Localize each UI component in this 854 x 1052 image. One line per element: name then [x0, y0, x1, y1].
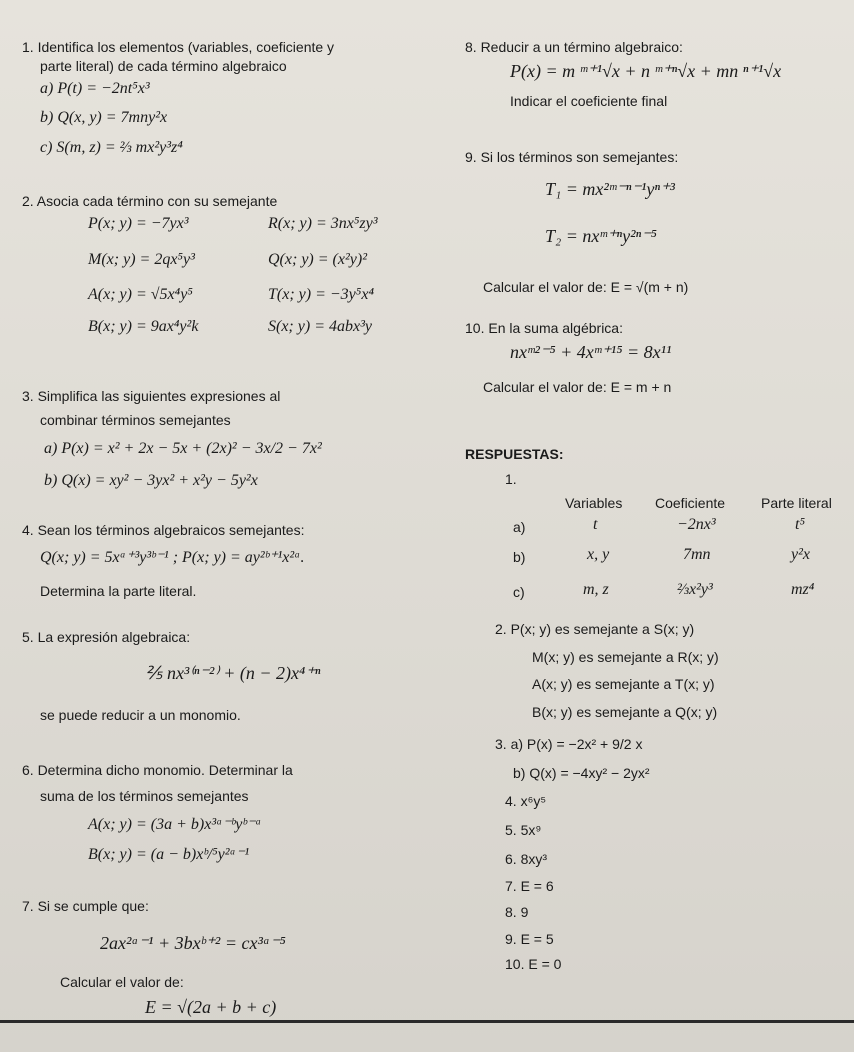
q9-text: Calcular el valor de: E = √(m + n) [483, 279, 689, 295]
q5-text: se puede reducir a un monomio. [40, 707, 241, 723]
answer-row-a-vars: t [593, 516, 598, 533]
q8-title: 8. Reducir a un término algebraico: [465, 39, 683, 55]
q2-title: 2. Asocia cada término con su semejante [22, 193, 278, 209]
answer-row-b-vars: x, y [587, 546, 610, 563]
q3-title-line2: combinar términos semejantes [40, 412, 231, 428]
answer-2-line1: 2. P(x; y) es semejante a S(x; y) [495, 621, 695, 637]
answer-row-b-label: b) [513, 549, 526, 565]
q6-a: A(x; y) = (3a + b)x³ᵃ⁻ᵇyᵇ⁻ᵃ [88, 816, 262, 833]
answer-header-parte-literal: Parte literal [761, 495, 832, 511]
q9-t2: T₂ = nxᵐ⁺ⁿy²ⁿ⁻⁵ [545, 226, 657, 246]
q2-row2-left: M(x; y) = 2qx⁵y³ [88, 251, 195, 268]
q2-row4-left: B(x; y) = 9ax⁴y²k [88, 318, 199, 335]
answer-row-c-coef: ⅔x²y³ [677, 581, 713, 598]
answer-5: 5. 5x⁹ [505, 822, 542, 838]
q2-row1-right: R(x; y) = 3nx⁵zy³ [268, 215, 378, 232]
answer-row-c-lit: mz⁴ [791, 581, 815, 598]
answer-1-label: 1. [505, 471, 517, 487]
answer-header-variables: Variables [565, 495, 623, 511]
answer-2-line3: A(x; y) es semejante a T(x; y) [532, 676, 715, 692]
answer-row-a-label: a) [513, 519, 526, 535]
q2-row3-left: A(x; y) = √5x⁴y⁵ [88, 286, 193, 303]
q8-text: Indicar el coeficiente final [510, 93, 668, 109]
q2-row4-right: S(x; y) = 4abx³y [268, 318, 372, 335]
q5-expr: ⅖ nx³⁽ⁿ⁻²⁾ + (n − 2)x⁴⁺ⁿ [145, 663, 321, 683]
q5-title: 5. La expresión algebraica: [22, 629, 191, 645]
q10-text: Calcular el valor de: E = m + n [483, 379, 672, 395]
q6-text: suma de los términos semejantes [40, 788, 249, 804]
answer-3a: 3. a) P(x) = −2x² + 9/2 x [495, 736, 643, 752]
q1-c: c) S(m, z) = ⅔ mx²y³z⁴ [40, 139, 183, 156]
q1-title-line1: 1. Identifica los elementos (variables, coeficiente y [22, 39, 335, 55]
q1-b: b) Q(x, y) = 7mny²x [40, 109, 168, 126]
answer-8: 8. 9 [505, 904, 529, 920]
q6-title: 6. Determina dicho monomio. Determinar la [22, 762, 293, 778]
q1-title-line2: parte literal) de cada término algebraico [40, 58, 287, 74]
q2-row1-left: P(x; y) = −7yx³ [88, 215, 189, 232]
q4-title: 4. Sean los términos algebraicos semejantes: [22, 522, 305, 538]
q8-expr: P(x) = m ᵐ⁺¹√x + n ᵐ⁺ⁿ√x + mn ⁿ⁺¹√x [510, 61, 782, 81]
q10-title: 10. En la suma algébrica: [465, 320, 623, 336]
answers-title: RESPUESTAS: [465, 446, 564, 462]
q2-row2-right: Q(x; y) = (x²y)² [268, 251, 367, 268]
answer-header-coeficiente: Coeficiente [655, 495, 726, 511]
q4-text: Determina la parte literal. [40, 583, 197, 599]
answer-row-c-label: c) [513, 584, 525, 600]
answer-3b: b) Q(x) = −4xy² − 2yx² [513, 765, 650, 781]
q3-title-line1: 3. Simplifica las siguientes expresiones al [22, 388, 281, 404]
answer-row-c-vars: m, z [583, 581, 609, 598]
answer-7: 7. E = 6 [505, 878, 554, 894]
q7-e: E = √(2a + b + c) [145, 997, 277, 1017]
q3-b: b) Q(x) = xy² − 3yx² + x²y − 5y²x [44, 472, 258, 489]
q2-row3-right: T(x; y) = −3y⁵x⁴ [268, 286, 375, 303]
q3-a: a) P(x) = x² + 2x − 5x + (2x)² − 3x/2 − 7x² [44, 440, 322, 457]
answer-6: 6. 8xy³ [505, 851, 548, 867]
answer-row-a-lit: t⁵ [795, 516, 806, 533]
answer-row-a-coef: −2nx³ [677, 516, 716, 533]
answer-9: 9. E = 5 [505, 931, 554, 947]
q6-b: B(x; y) = (a − b)xᵇ/⁵y²ᵃ⁻¹ [88, 846, 250, 863]
answer-2-line4: B(x; y) es semejante a Q(x; y) [532, 704, 718, 720]
answer-4: 4. x⁶y⁵ [505, 793, 547, 809]
page-bottom-rule [0, 1020, 854, 1023]
answer-10: 10. E = 0 [505, 956, 562, 972]
q4-expr: Q(x; y) = 5xᵃ⁺³y³ᵇ⁻¹ ; P(x; y) = ay²ᵇ⁺¹x²ᵃ. [40, 549, 305, 566]
answer-2-line2: M(x; y) es semejante a R(x; y) [532, 649, 719, 665]
q7-text: Calcular el valor de: [60, 974, 184, 990]
q1-a: a) P(t) = −2nt⁵x³ [40, 80, 150, 97]
q9-t1: T₁ = mx²ᵐ⁻ⁿ⁻¹yⁿ⁺³ [545, 179, 675, 199]
answer-row-b-coef: 7mn [683, 546, 711, 563]
answer-row-b-lit: y²x [791, 546, 810, 563]
q10-expr: nxᵐ²⁻⁵ + 4xᵐ⁺¹⁵ = 8x¹¹ [510, 342, 672, 362]
q9-title: 9. Si los términos son semejantes: [465, 149, 679, 165]
q7-expr: 2ax²ᵃ⁻¹ + 3bxᵇ⁺² = cx³ᵃ⁻⁵ [100, 933, 286, 953]
q7-title: 7. Si se cumple que: [22, 898, 149, 914]
